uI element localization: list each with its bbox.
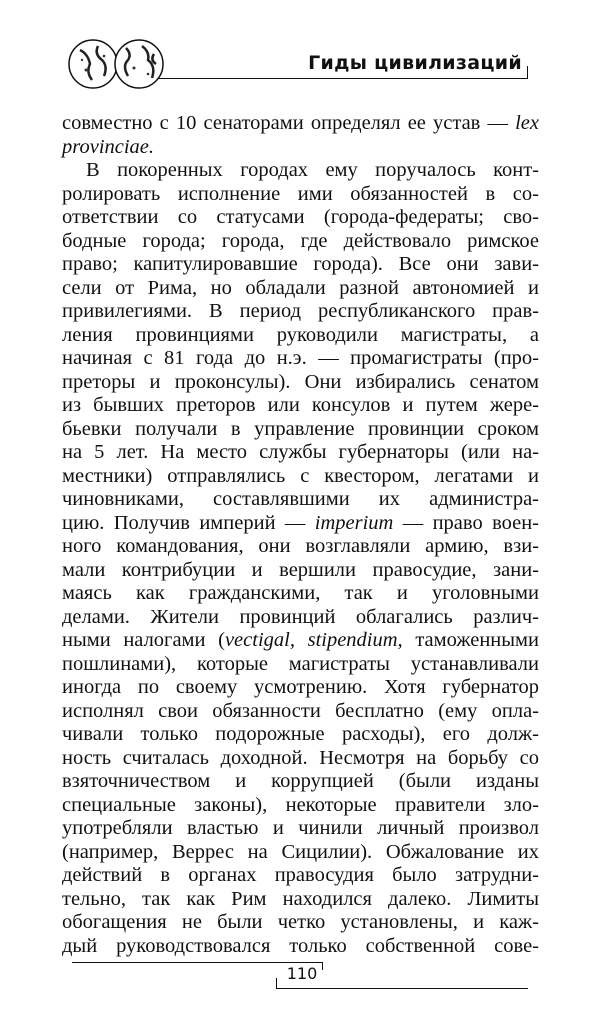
footer-rule-right [276,988,528,989]
running-header-title: Гиды цивилизаций [308,52,522,74]
text-segment: действий в органах правосудия было затрудни- [62,864,539,886]
text-line [62,394,539,418]
text-segment: бодные города; города, где действовало римское [62,229,539,252]
text-segment: исполнял свои обязанности бесплатно (ему опла- [62,699,539,722]
text-segment: ролировать исполнение ими обязанностей в со- [62,182,539,205]
text-line [62,253,539,277]
header-rule [158,78,528,79]
text-segment: дый руководствовался только собственной сове- [62,934,539,957]
page-number: 110 [286,964,318,983]
text-segment: употребляли властью и чинили личный произвол [62,817,539,839]
text-segment: цию. Получив империй — [62,511,315,534]
text-line [62,136,539,160]
text-segment: пошлинами), которые магистраты устанавливали [62,652,539,675]
globes-logo-icon [68,38,164,90]
text-segment: делами. Жители провинций облагались различ- [62,605,539,628]
text-line [62,700,539,724]
text-line [62,300,539,324]
text-segment: право; капитулировавшие города). Все они зави- [62,253,539,275]
text-segment: привилегиями. В период республиканского прав- [62,300,539,322]
text-segment: маясь как гражданскими, так и уголовными [62,582,539,604]
text-segment: мали контрибуции и вершили правосудие, зани- [62,558,539,581]
text-segment: преторы и проконсулы). Они избирались сенатом [62,370,539,393]
text-line [62,582,539,606]
text-line [62,206,539,230]
text-line [62,559,539,583]
text-segment: ными налогами ( [62,629,225,651]
text-segment: на 5 лет. На место службы губернаторы (или на- [62,441,539,463]
footer-rule-tick-right [276,978,277,988]
text-line [62,183,539,207]
text-segment: ления провинциями руководили магистраты, а [62,323,539,346]
text-line [62,817,539,841]
text-line [62,911,539,935]
text-line [62,747,539,771]
text-line [62,277,539,301]
text-segment: иногда по своему усмотрению. Хотя губернатор [62,676,539,698]
text-line [62,488,539,512]
text-segment: ответствии со статусами (города-федераты; сво- [62,206,539,228]
text-line [62,723,539,747]
text-line [62,629,539,653]
text-line [62,888,539,912]
text-segment: местники) отправлялись с квестором, легатами и [62,464,539,487]
text-segment: взяточничеством и коррупцией (были изданы [62,770,539,792]
text-segment: ность считалась доходной. Несмотря на борьбу со [62,746,539,769]
text-segment: совместно с 10 сенаторами определял ее устав — [62,112,516,134]
text-segment: В покоренных городах ему поручалось конт- [86,159,539,181]
text-segment: бьевки получали в управление провинции сроком [62,417,539,440]
italic-term: vectigal, stipendium, [224,629,403,651]
text-line [62,441,539,465]
text-segment: начиная с 81 года до н.э. — промагистраты (про- [62,347,539,369]
footer-rule-tick-left [322,962,323,970]
text-line [62,676,539,700]
text-line [62,512,539,536]
footer-rule-left [72,962,323,963]
text-segment: специальные законы), некоторые правители зло- [62,793,539,816]
text-line [62,347,539,371]
text-line [62,841,539,865]
text-segment: тельно, так как Рим находился далеко. Лимиты [62,887,539,910]
text-line [62,112,539,136]
text-line [62,371,539,395]
body-text [62,112,539,958]
italic-term: imperium [314,511,394,534]
text-segment: чиновниками, составлявшими их администра- [62,488,539,510]
text-line [62,465,539,489]
text-segment: ного командования, они возглавляли армию, взи- [62,535,539,557]
italic-term: lex [515,112,539,134]
text-segment: таможенными [402,629,539,651]
text-line [62,324,539,348]
text-line [62,418,539,442]
text-line [62,230,539,254]
text-line [62,794,539,818]
text-segment: чивали только подорожные расходы), его долж- [62,723,539,745]
text-line [62,606,539,630]
italic-term: provinciae. [62,135,155,158]
text-segment: сели от Рима, но обладали разной автономией и [62,276,539,299]
text-line [62,935,539,959]
header-rule-tick [527,66,528,79]
text-line [62,770,539,794]
text-segment: из бывших преторов или консулов и путем жере- [62,394,539,416]
text-line [62,535,539,559]
text-line [62,864,539,888]
text-line [62,653,539,677]
text-line [62,159,539,183]
text-segment: обогащения не были четко установлены, и каж- [62,911,539,933]
text-segment: (например, Веррес на Сицилии). Обжалование их [62,840,539,863]
text-segment: — право воен- [393,511,540,534]
